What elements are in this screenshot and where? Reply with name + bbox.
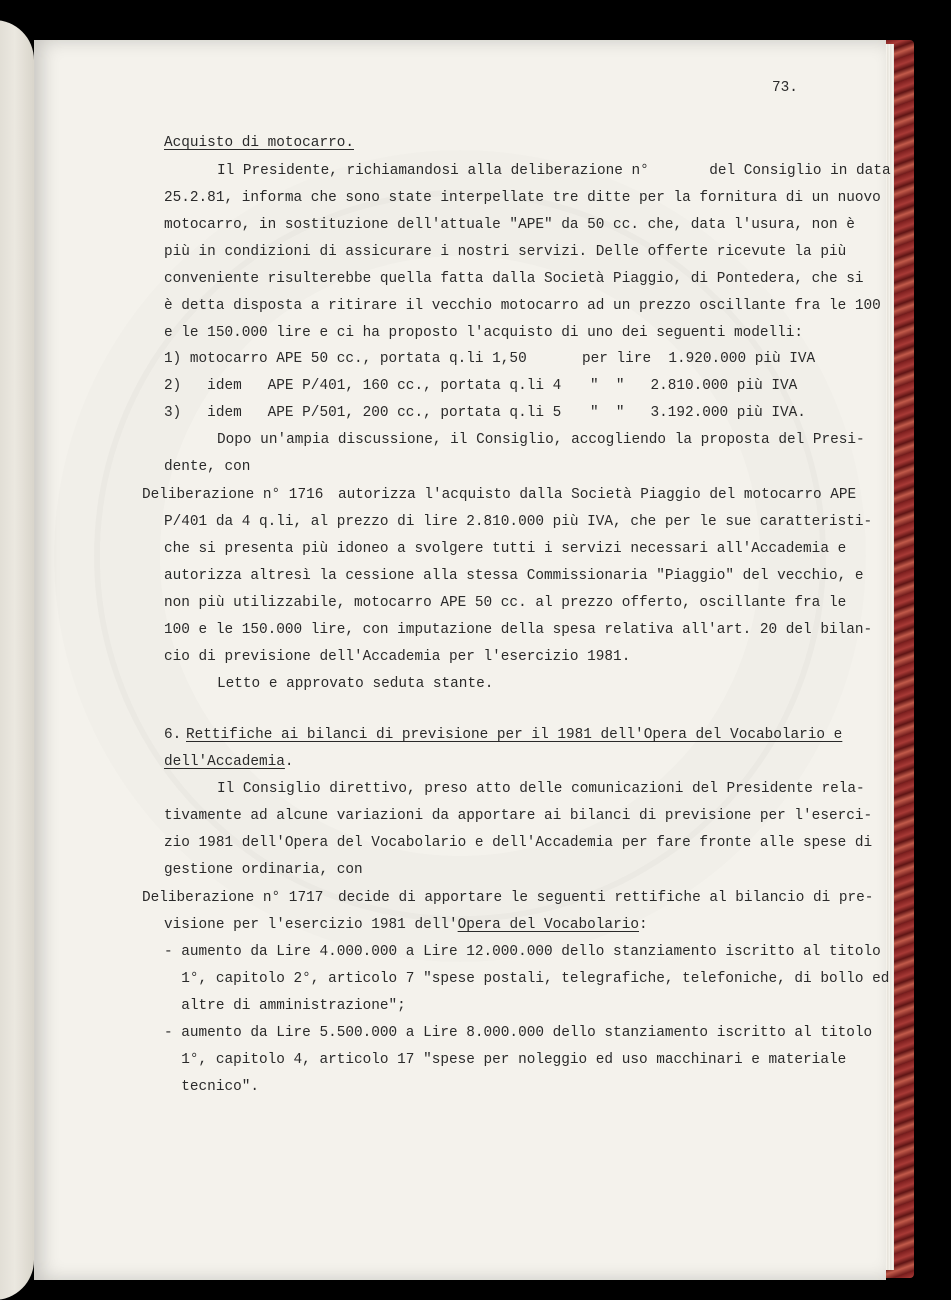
list-item-line: 1°, capitolo 2°, articolo 7 "spese postali, telegrafiche, telefoniche, di bollo ed bbox=[164, 971, 890, 987]
left-page-edge bbox=[0, 20, 34, 1300]
model-description: 2) idem APE P/401, 160 cc., portata q.li 4 bbox=[164, 378, 562, 394]
paragraph-line: Dopo un'ampia discussione, il Consiglio, accogliendo la proposta del Presi- bbox=[217, 432, 865, 448]
deliberation-line: P/401 da 4 q.li, al prezzo di lire 2.810.000 più IVA, che per le sue caratteristi- bbox=[164, 514, 873, 530]
model-price: " " 2.810.000 più IVA bbox=[590, 378, 798, 394]
deliberation-line: 100 e le 150.000 lire, con imputazione della spesa relativa all'art. 20 del bilan- bbox=[164, 622, 873, 638]
opera-vocabolario-underlined: Opera del Vocabolario bbox=[457, 917, 639, 933]
model-price: per lire 1.920.000 più IVA bbox=[582, 351, 816, 367]
deliberation-line: autorizza l'acquisto dalla Società Piaggio del motocarro APE bbox=[338, 487, 857, 503]
document-page bbox=[34, 40, 891, 1280]
paragraph-line: Il Presidente, richiamandosi alla deliberazione n° del Consiglio in data bbox=[217, 163, 891, 179]
list-item-line: tecnico". bbox=[164, 1079, 259, 1095]
list-item-line: - aumento da Lire 4.000.000 a Lire 12.000.000 dello stanziamento iscritto al titolo bbox=[164, 944, 881, 960]
deliberation-line: cio di previsione dell'Accademia per l'esercizio 1981. bbox=[164, 649, 631, 665]
model-description: 3) idem APE P/501, 200 cc., portata q.li 5 bbox=[164, 405, 562, 421]
model-description: 1) motocarro APE 50 cc., portata q.li 1,50 bbox=[164, 351, 527, 367]
page-number: 73. bbox=[772, 80, 798, 96]
deliberation-colon: : bbox=[638, 917, 648, 933]
heading-underlined-part: dell'Accademia bbox=[164, 754, 285, 770]
list-item-line: 1°, capitolo 4, articolo 17 "spese per noleggio ed uso macchinari e materiale bbox=[164, 1052, 847, 1068]
heading-end: . bbox=[284, 754, 294, 770]
section-heading-rettifiche: Rettifiche ai bilanci di previsione per il 1981 dell'Opera del Vocabolario e bbox=[186, 727, 843, 743]
deliberation-label: Deliberazione n° 1716 bbox=[142, 487, 324, 503]
deliberation-line bbox=[164, 916, 648, 934]
deliberation-text: visione per l'esercizio 1981 dell' bbox=[164, 917, 458, 933]
deliberation-line: autorizza altresì la cessione alla stessa Commissionaria "Piaggio" del vecchio, e bbox=[164, 568, 864, 584]
deliberation-line: che si presenta più idoneo a svolgere tutti i servizi necessari all'Accademia e bbox=[164, 541, 847, 557]
page-text bbox=[34, 40, 891, 1280]
list-item-line: altre di amministrazione"; bbox=[164, 998, 406, 1014]
paragraph-line: dente, con bbox=[164, 459, 251, 475]
model-price: " " 3.192.000 più IVA. bbox=[590, 405, 806, 421]
paragraph-line: più in condizioni di assicurare i nostri servizi. Delle offerte ricevute la più bbox=[164, 244, 847, 260]
paragraph-line: zio 1981 dell'Opera del Vocabolario e dell'Accademia per fare fronte alle spese di bbox=[164, 835, 873, 851]
list-item-line: - aumento da Lire 5.500.000 a Lire 8.000.000 dello stanziamento iscritto al titolo bbox=[164, 1025, 873, 1041]
section-number: 6. bbox=[164, 727, 182, 743]
paragraph-line: gestione ordinaria, con bbox=[164, 862, 363, 878]
paragraph-line: 25.2.81, informa che sono state interpellate tre ditte per la fornitura di un nuovo bbox=[164, 190, 881, 206]
deliberation-label: Deliberazione n° 1717 bbox=[142, 890, 324, 906]
section-heading-acquisto: Acquisto di motocarro. bbox=[164, 135, 354, 151]
paragraph-line: conveniente risulterebbe quella fatta dalla Società Piaggio, di Pontedera, che si bbox=[164, 271, 864, 287]
paragraph-line: tivamente ad alcune variazioni da apportare ai bilanci di previsione per l'eserci- bbox=[164, 808, 873, 824]
paragraph-line: motocarro, in sostituzione dell'attuale "APE" da 50 cc. che, data l'usura, non è bbox=[164, 217, 855, 233]
deliberation-line: decide di apportare le seguenti rettifiche al bilancio di pre- bbox=[338, 890, 874, 906]
paragraph-line: Il Consiglio direttivo, preso atto delle comunicazioni del Presidente rela- bbox=[217, 781, 865, 797]
closing-line: Letto e approvato seduta stante. bbox=[217, 676, 494, 692]
paragraph-line: e le 150.000 lire e ci ha proposto l'acquisto di uno dei seguenti modelli: bbox=[164, 325, 804, 341]
section-heading-rettifiche-cont bbox=[164, 753, 294, 771]
deliberation-line: non più utilizzabile, motocarro APE 50 cc. al prezzo offerto, oscillante fra le bbox=[164, 595, 847, 611]
paragraph-line: è detta disposta a ritirare il vecchio motocarro ad un prezzo oscillante fra le 100 bbox=[164, 298, 881, 314]
